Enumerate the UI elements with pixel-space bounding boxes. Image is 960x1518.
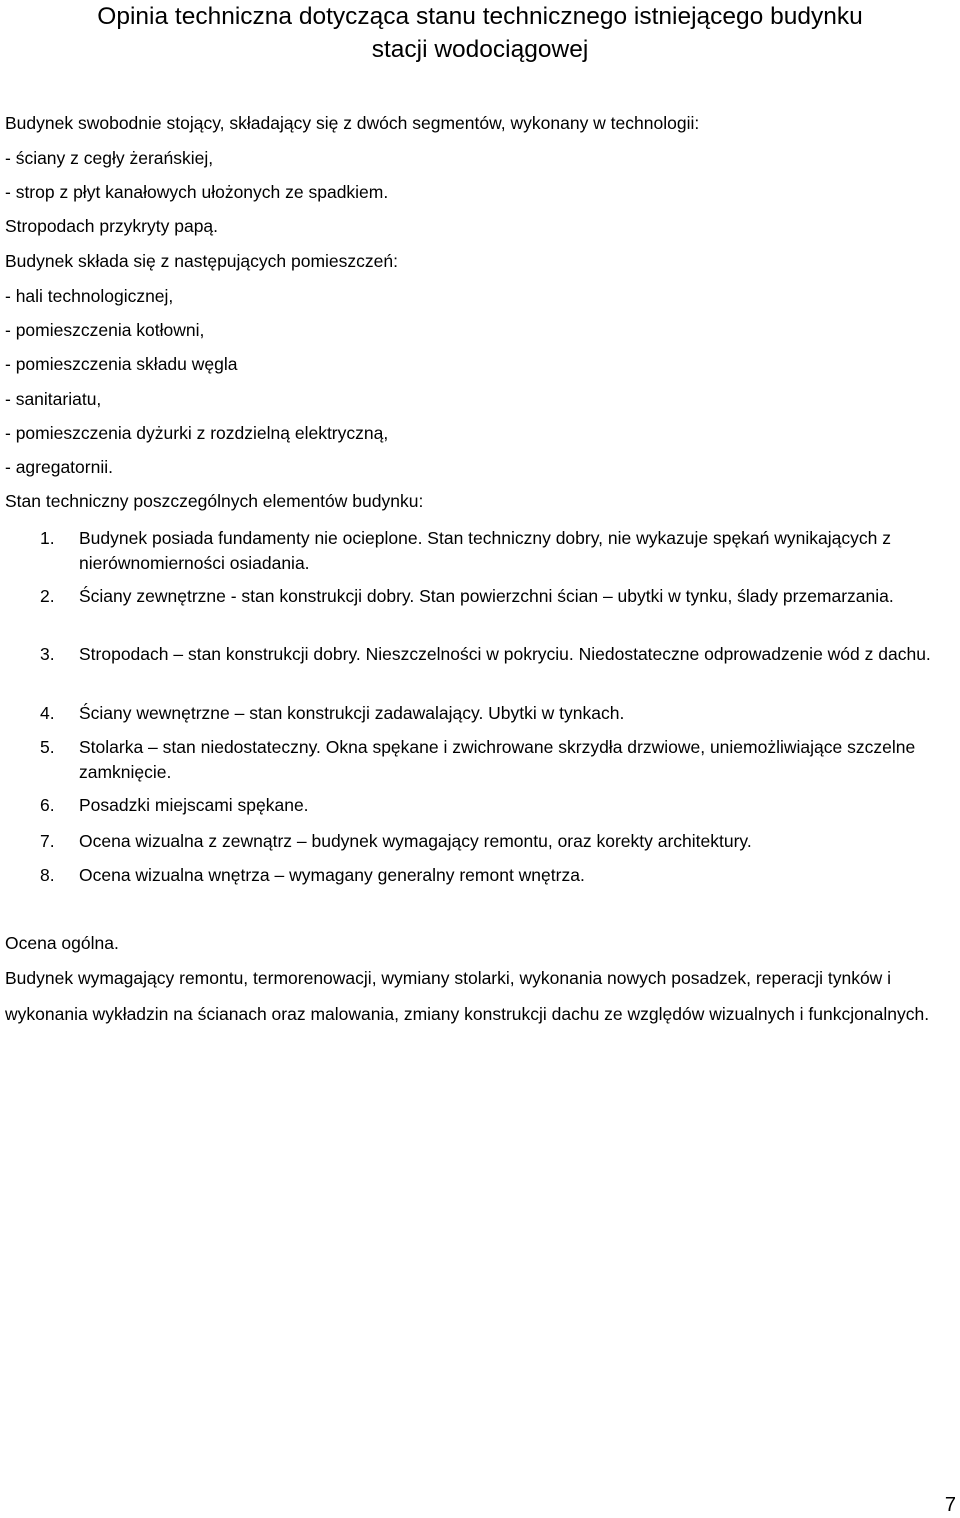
list-item-text: Ściany zewnętrzne - stan konstrukcji dobry. Stan powierzchni ścian – ubytki w tynku, ślady przemarzania. [79,586,894,606]
intro-line: Stropodach przykryty papą. [5,216,219,236]
list-item-text: Posadzki miejscami spękane. [79,795,309,815]
list-item-text: Ściany wewnętrzne – stan konstrukcji zadawalający. Ubytki w tynkach. [79,703,625,723]
list-item-number: 6. [40,795,55,815]
page-title [0,0,960,66]
intro-line: - strop z płyt kanałowych ułożonych ze spadkiem. [5,182,389,202]
intro-line: Budynek swobodnie stojący, składający się z dwóch segmentów, wykonany w technologii: [5,113,700,133]
page-number: 7 [944,1494,956,1516]
list-item-number: 8. [40,865,55,885]
title-line-2: stacji wodociągowej [371,36,589,63]
list-item-text: Ocena wizualna z zewnątrz – budynek wymagający remontu, oraz korekty architektury. [79,831,752,851]
intro-line: - pomieszczenia składu węgla [5,354,238,374]
list-item-text: Ocena wizualna wnętrza – wymagany generalny remont wnętrza. [79,865,585,885]
list-item-number: 5. [40,737,55,757]
intro-line: - ściany z cegły żerańskiej, [5,148,214,168]
intro-line: - hali technologicznej, [5,286,174,306]
summary-paragraph: Budynek wymagający remontu, termorenowacji, wymiany stolarki, wykonania nowych posadzek, reperacji tynków i wykonania wykładzin na ścianach oraz malowania, zmiany konstrukcji dachu ze względów wizualnych i funkcjonalnych. [5,968,930,1024]
intro-line: - pomieszczenia kotłowni, [5,320,205,340]
list-item-number: 2. [40,586,55,606]
intro-line: - pomieszczenia dyżurki z rozdzielną elektryczną, [5,423,389,443]
intro-line: - agregatornii. [5,457,113,477]
summary-heading: Ocena ogólna. [5,933,119,953]
list-item-text: Budynek posiada fundamenty nie ocieplone. Stan techniczny dobry, nie wykazuje spękań wynikających z nierównomierności osiadania. [79,528,891,573]
intro-line: Budynek składa się z następujących pomieszczeń: [5,251,398,271]
list-item-number: 1. [40,528,55,548]
list-item-text: Stolarka – stan niedostateczny. Okna spękane i zwichrowane skrzydła drzwiowe, uniemożliwiające szczelne zamknięcie. [79,737,916,782]
title-line-1: Opinia techniczna dotycząca stanu technicznego istniejącego budynku [97,3,863,30]
list-item-number: 3. [40,644,55,664]
list-item-number: 4. [40,703,55,723]
list-item-number: 7. [40,831,55,851]
intro-line: - sanitariatu, [5,389,102,409]
section-heading: Stan techniczny poszczególnych elementów budynku: [5,491,424,511]
list-item-text: Stropodach – stan konstrukcji dobry. Nieszczelności w pokryciu. Niedostateczne odprowadzenie wód z dachu. [79,644,931,664]
